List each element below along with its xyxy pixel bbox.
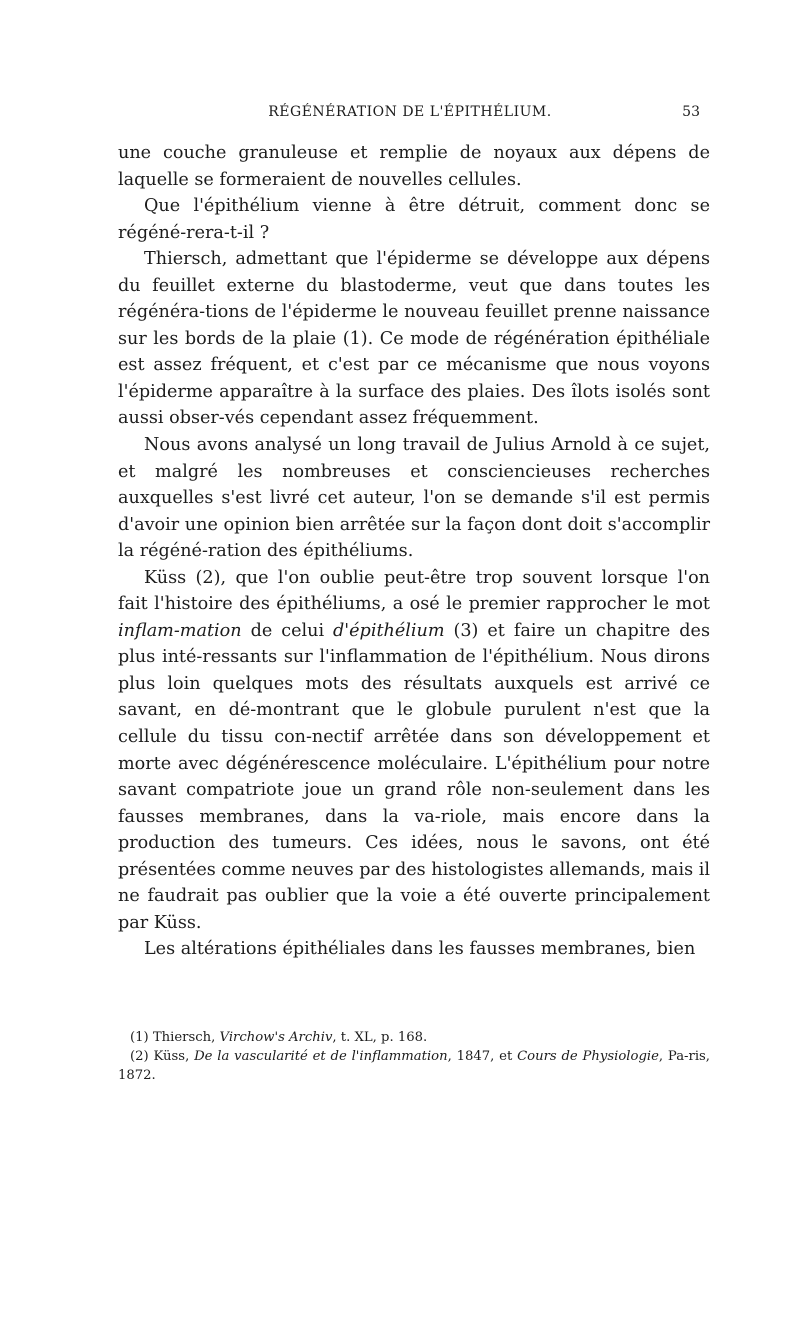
- paragraph-5-italic-epithelium: d'épithélium: [333, 620, 445, 641]
- paragraph-1: une couche granuleuse et remplie de noyaux aux dépens de laquelle se formeraient de nouvelles cellules.: [118, 143, 710, 190]
- page-number: 53: [682, 104, 700, 120]
- paragraph-4: Nous avons analysé un long travail de Julius Arnold à ce sujet, et malgré les nombreuses et consciencieuses recherches auxquelles s'est livré cet auteur, l'on se demande s'il est permis d'avoir une opinion bien arrêtée sur la façon dont doit s'accomplir la régéné-ration des épithéliums.: [118, 435, 710, 562]
- footnote-2-text-a: (2) Küss,: [130, 1049, 195, 1064]
- footnote-2-italic-1: De la vascularité et de l'inflammation: [194, 1049, 448, 1064]
- body-text: [118, 140, 710, 963]
- footnote-1-italic: Virchow's Archiv: [219, 1030, 333, 1045]
- footnote-1-text-a: (1) Thiersch,: [130, 1030, 220, 1045]
- running-header: [120, 104, 700, 128]
- footnote-2-text-b: , 1847, et: [447, 1049, 518, 1064]
- footnote-2: [118, 1047, 710, 1085]
- paragraph-5-italic-inflammation: inflam-mation: [118, 620, 242, 641]
- paragraph-5-text-c: (3) et faire un chapitre des plus inté-ressants sur l'inflammation de l'épithélium. Nous dirons plus loin quelques mots des résultats auxquels est arrivé ce savant, en dé-montrant que le globule purulent n'est que la cellule du tissu con-nectif arrêtée dans son développement et morte avec dégénérescence moléculaire. L'épithélium pour notre savant compatriote joue un grand rôle non-seulement dans les fausses membranes, dans la va-riole, mais encore dans la production des tumeurs. Ces idées, nous le savons, ont été présentées comme neuves par des histologistes allemands, mais il ne faudrait pas oublier que la voie a été ouverte principalement par Küss.: [118, 620, 711, 933]
- footnote-2-text-c: , Pa-ris, 1872.: [118, 1049, 710, 1083]
- paragraph-2: Que l'épithélium vienne à être détruit, comment donc se régéné-rera-t-il ?: [118, 196, 710, 243]
- page-title: RÉGÉNÉRATION DE L'ÉPITHÉLIUM.: [268, 104, 552, 120]
- paragraph-3: Thiersch, admettant que l'épiderme se développe aux dépens du feuillet externe du blastoderme, veut que dans toutes les régénéra-tions de l'épiderme le nouveau feuillet prenne naissance sur les bords de la plaie (1). Ce mode de régénération épithéliale est assez fréquent, et c'est par ce mécanisme que nous voyons l'épiderme apparaître à la surface des plaies. Des îlots isolés sont aussi obser-vés cependant assez fréquemment.: [118, 249, 710, 429]
- footnote-1-text-b: , t. XL, p. 168.: [332, 1030, 428, 1045]
- paragraph-5: [118, 565, 710, 937]
- paragraph-6: Les altérations épithéliales dans les fausses membranes, bien: [144, 939, 696, 960]
- paragraph-5-text-b: de celui: [241, 620, 334, 641]
- footnote-2-italic-2: Cours de Physiologie: [517, 1049, 659, 1064]
- footnotes: [118, 1028, 710, 1085]
- footnote-1: [118, 1028, 710, 1047]
- paragraph-5-text-a: Küss (2), que l'on oublie peut-être trop souvent lorsque l'on fait l'histoire des épithéliums, a osé le premier rapprocher le mot: [118, 567, 710, 615]
